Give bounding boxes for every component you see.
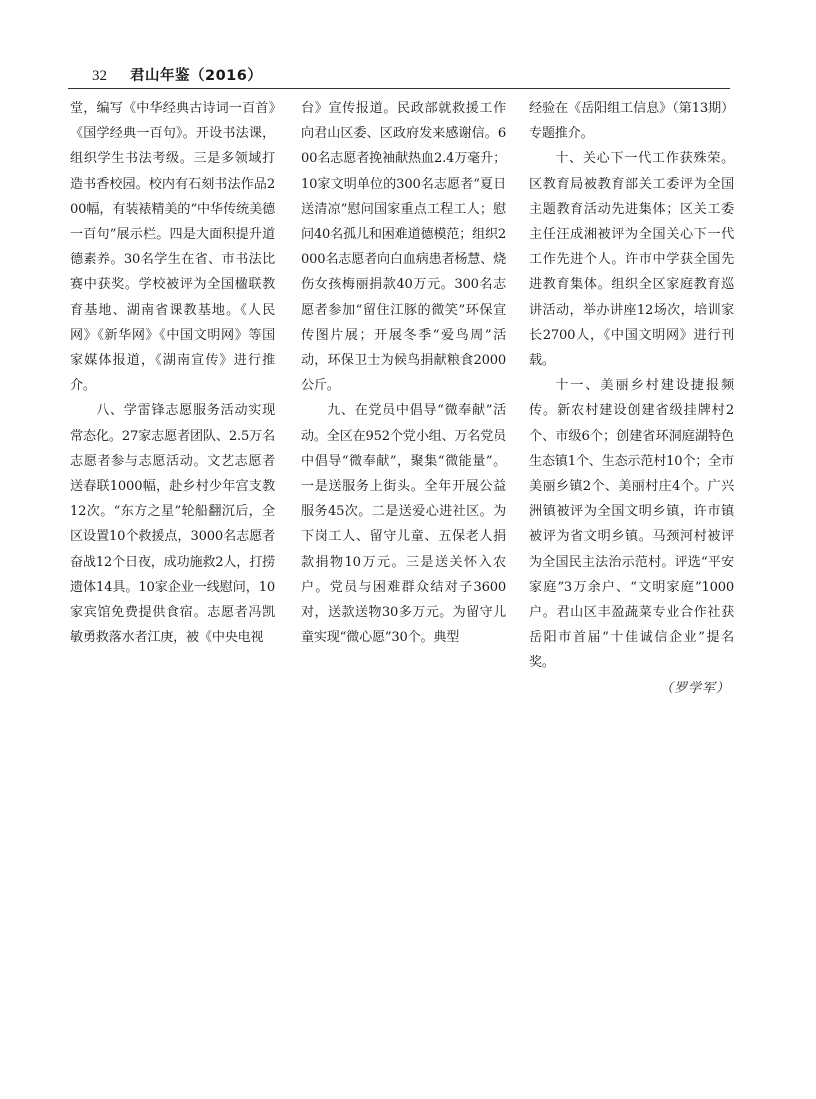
paragraph-continuation: 堂，编写《中华经典古诗词一百首》《国学经典一百句》。开设书法课，组织学生书法考级。三是多领域打造书香校园。校内有石刻书法作品200幅，有装裱精美的“中华传统美德一百句”展示栏。四是大面积提升道德素养。30名学生在省、市书法比赛中获奖。学校被评为全国楹联教育基地、湖南省课教基地。《人民网》《新华网》《中国文明网》等国家媒体报道，《湖南宣传》进行推介。 [70,101,275,394]
author-signature: （罗学军） [659,680,730,696]
page-number: 32 [92,68,107,84]
text-column-2 [301,96,506,650]
paragraph-continuation: 台》宣传报道。民政部就救援工作向君山区委、区政府发来感谢信。600名志愿者挽袖献热血2.4万毫升；10家文明单位的300名志愿者“夏日送清凉”慰问国家重点工程工人；慰问40名孤儿和困难道德模范；组织2000名志愿者向白血病患者杨慧、烧伤女孩梅丽捐款40万元。300名志愿者参加“留住江豚的微笑”环保宣传图片展；开展冬季“爱鸟周”活动，环保卫士为候鸟捐献粮食2000公斤。 [301,101,506,394]
running-header [68,66,730,88]
book-title: 君山年鉴（2016） [130,68,263,84]
text-column-1 [70,96,275,650]
paragraph-section-11: 十一、美丽乡村建设捷报频传。新农村建设创建省级挂牌村2个、市级6个；创建省环洞庭湖特色生态镇1个、生态示范村10个；全市美丽乡镇2个、美丽村庄4个。广兴洲镇被评为全国文明乡镇，许市镇被评为省文明乡镇。马颈河村被评为全国民主法治示范村。评选“平安家庭”3万余户、“文明家庭”1000户。君山区丰盈蔬菜专业合作社获岳阳市首届“十佳诚信企业”提名奖。 [529,378,734,671]
paragraph-section-8: 八、学雷锋志愿服务活动实现常态化。27家志愿者团队、2.5万名志愿者参与志愿活动。文艺志愿者送春联1000幅，赴乡村少年宫支教12次。“东方之星”轮船翻沉后，全区设置10个救援点，3000名志愿者奋战12个日夜，成功施救2人，打捞遗体14具。10家企业一线慰问，10家宾馆免费提供食宿。志愿者冯凯敏勇救落水者江庚，被《中央电视 [70,403,275,646]
header-rule [68,88,730,89]
text-column-3 [529,96,734,701]
paragraph-continuation: 经验在《岳阳组工信息》（第13期）专题推介。 [529,101,734,142]
paragraph-section-10: 十、关心下一代工作获殊荣。区教育局被教育部关工委评为全国主题教育活动先进集体；区关工委主任汪成湘被评为全国关心下一代工作先进个人。许市中学获全国先进教育集体。组织全区家庭教育巡讲活动，举办讲座12场次，培训家长2700人，《中国文明网》进行刊载。 [529,151,734,369]
paragraph-section-9: 九、在党员中倡导“微奉献”活动。全区在952个党小组、万名党员中倡导“微奉献”，聚集“微能量”。一是送服务上街头。全年开展公益服务45次。二是送爱心进社区。为下岗工人、留守儿童、五保老人捐款捐物10万元。三是送关怀入农户。党员与困难群众结对子3600对，送款送物30多万元。为留守儿童实现“微心愿”30个。典型 [301,403,506,646]
